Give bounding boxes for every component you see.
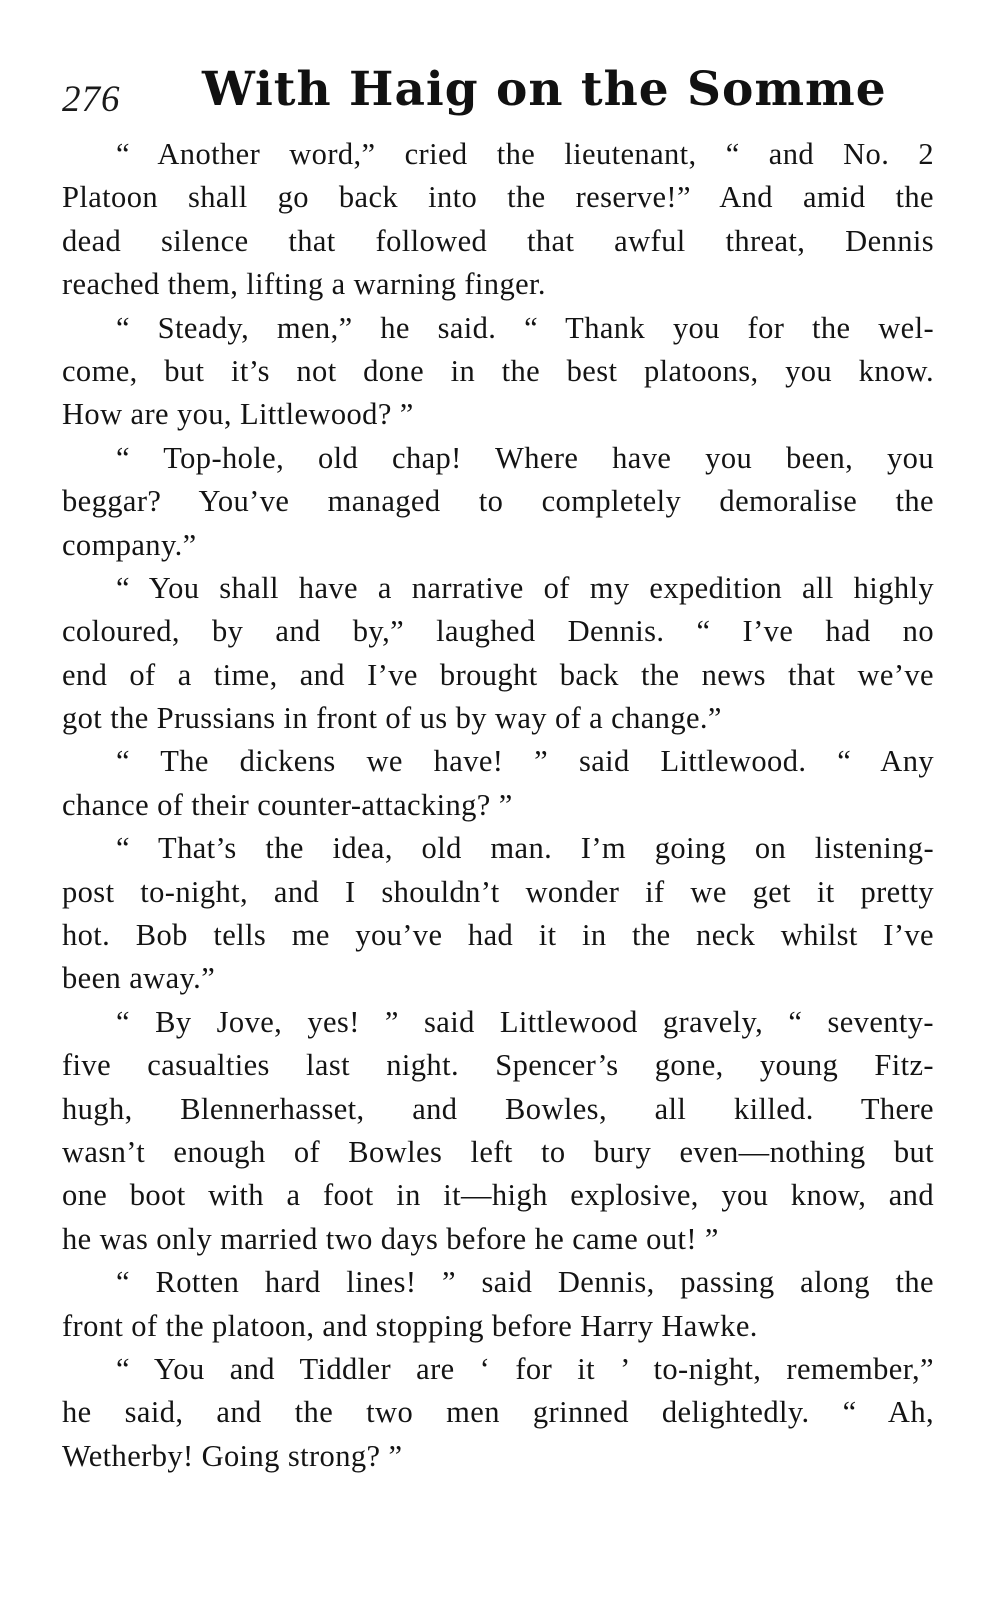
text-line: end of a time, and I’ve brought back the news that we’ve	[62, 657, 934, 692]
text-line: “ You and Tiddler are ‘ for it ’ to-night, remember,”	[116, 1351, 934, 1386]
text-line: five casualties last night. Spencer’s gone, young Fitz-	[62, 1048, 934, 1083]
text-line: “ That’s the idea, old man. I’m going on listening-	[116, 831, 934, 866]
text-line: “ Another word,” cried the lieutenant, “ and No. 2	[116, 137, 934, 171]
text-line: he said, and the two men grinned delightedly. “ Ah,	[62, 1395, 934, 1430]
text-line: “ You shall have a narrative of my expedition all highly	[116, 570, 934, 605]
text-line: one boot with a foot in it—high explosive, you know, and	[62, 1178, 934, 1213]
text-line: “ Steady, men,” he said. “ Thank you for the wel-	[116, 310, 934, 345]
text-line: he was only married two days before he came out! ”	[62, 1221, 719, 1256]
text-line: How are you, Littlewood? ”	[62, 397, 414, 432]
text-line: “ By Jove, yes! ” said Littlewood gravely, “ seventy-	[116, 1004, 934, 1039]
text-line: “ Top-hole, old chap! Where have you been, you	[116, 440, 934, 475]
text-line: “ The dickens we have! ” said Littlewood. “ Any	[116, 744, 934, 779]
text-line: dead silence that followed that awful threat, Dennis	[62, 223, 934, 258]
text-line: Platoon shall go back into the reserve!” And amid the	[62, 180, 934, 215]
text-line: chance of their counter-attacking? ”	[62, 787, 513, 822]
text-line: front of the platoon, and stopping before Harry Hawke.	[62, 1308, 758, 1343]
page-number: 276	[62, 79, 121, 120]
text-line: come, but it’s not done in the best platoons, you know.	[62, 353, 934, 388]
text-line: reached them, lifting a warning finger.	[62, 267, 546, 302]
text-line: hot. Bob tells me you’ve had it in the neck whilst I’ve	[62, 918, 934, 953]
text-line: got the Prussians in front of us by way of a change.”	[62, 701, 722, 736]
running-title: With Haig on the Somme	[202, 62, 887, 117]
body-text	[62, 133, 934, 1478]
text-line: “ Rotten hard lines! ” said Dennis, passing along the	[116, 1265, 934, 1300]
running-head	[62, 62, 962, 122]
text-line: company.”	[62, 527, 197, 562]
text-line: wasn’t enough of Bowles left to bury even—nothing but	[62, 1134, 934, 1169]
text-line: been away.”	[62, 961, 216, 996]
text-line: hugh, Blennerhasset, and Bowles, all killed. There	[62, 1091, 934, 1126]
text-line: post to-night, and I shouldn’t wonder if we get it pretty	[62, 874, 934, 909]
text-line: coloured, by and by,” laughed Dennis. “ I’ve had no	[62, 614, 934, 649]
text-line: Wetherby! Going strong? ”	[62, 1438, 403, 1473]
text-line: beggar? You’ve managed to completely demoralise the	[62, 484, 934, 519]
